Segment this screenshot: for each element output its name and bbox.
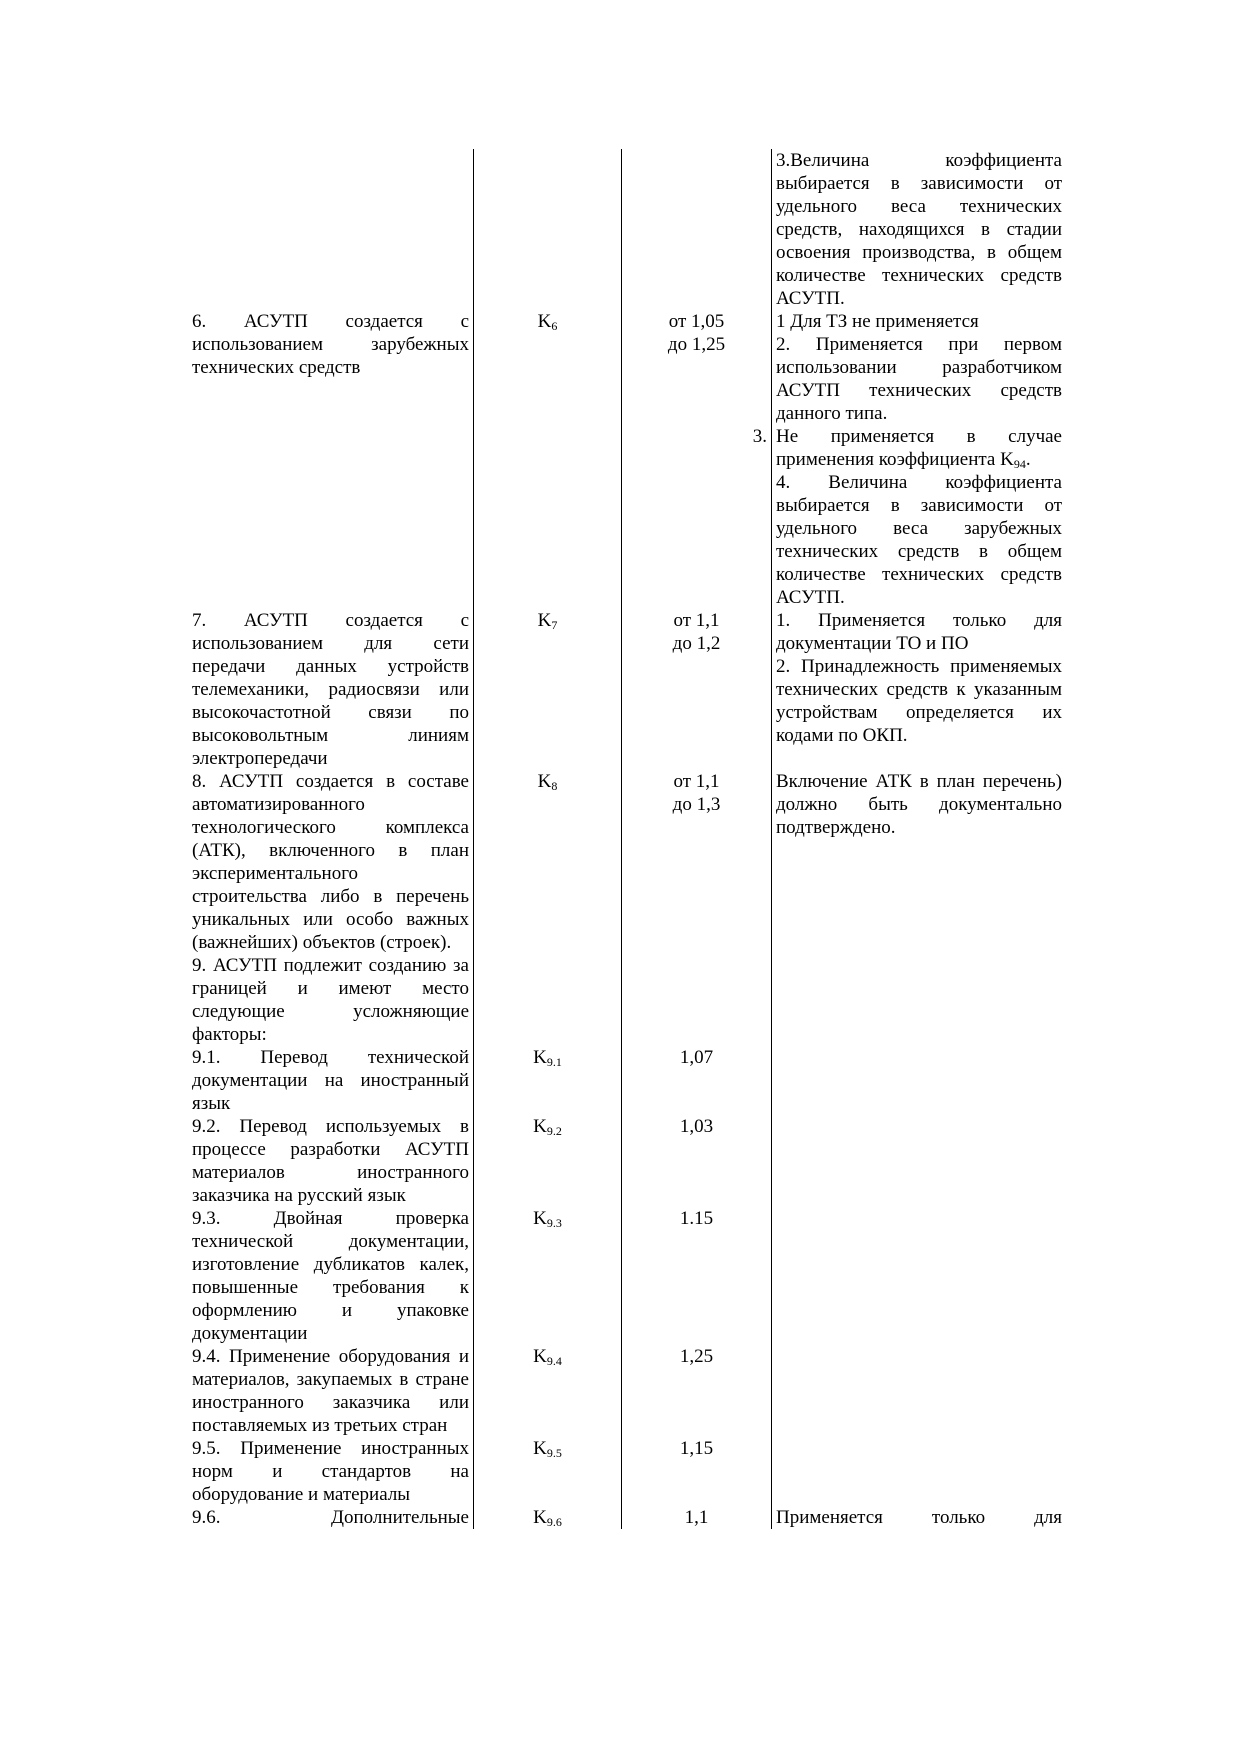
value-from: от 1,1 (673, 771, 720, 792)
cell-coefficient (474, 770, 622, 954)
table-row (188, 1437, 1066, 1506)
coefficient-subscript: 7 (551, 618, 558, 632)
value-text: 1,25 (679, 1346, 714, 1367)
cell-value (622, 1115, 772, 1207)
value-text: 1,15 (679, 1438, 714, 1459)
condition-text: 9.2. Перевод используемых в процессе разработки АСУТП материалов иностранного заказчика на русский язык (192, 1116, 469, 1206)
cell-coefficient (474, 954, 622, 1046)
coefficient-subscript: 9.1 (546, 1055, 562, 1069)
coefficient-symbol: K (533, 1507, 547, 1528)
cell-value (622, 1207, 772, 1345)
cell-condition (188, 1437, 474, 1506)
coefficient-symbol: K (537, 771, 552, 792)
cell-coefficient (474, 1506, 622, 1529)
value-text: 1,1 (684, 1507, 709, 1528)
cell-note (772, 1345, 1067, 1437)
value-text: 1.15 (679, 1208, 714, 1229)
cell-condition (188, 609, 474, 770)
cell-condition (188, 954, 474, 1046)
value-from: от 1,05 (668, 311, 725, 332)
note-number: 3. (752, 426, 767, 447)
cell-value (622, 149, 772, 310)
note-item-2: 2. Применяется при первом использовании разработчиком АСУТП технических средств данного типа. (776, 334, 1062, 424)
coefficient-table (188, 149, 1066, 1529)
condition-text: 9.5. Применение иностранных норм и стандартов на оборудование и материалы (192, 1438, 469, 1505)
note-item-1: 1. Применяется только для документации ТО и ПО (776, 610, 1062, 654)
cell-note (772, 1046, 1067, 1115)
coefficient-symbol: K (533, 1047, 547, 1068)
value-text: 1,03 (679, 1116, 714, 1137)
coefficient-symbol: K (533, 1438, 547, 1459)
cell-condition (188, 1207, 474, 1345)
table-row (188, 1506, 1066, 1529)
coefficient-symbol: K (533, 1346, 547, 1367)
cell-coefficient (474, 1437, 622, 1506)
cell-coefficient (474, 609, 622, 770)
note-text: Включение АТК в план перечень) должно быть документально подтверждено. (776, 771, 1062, 838)
note-item-1: 1 Для ТЗ не применяется (776, 311, 979, 332)
condition-text: 9.1. Перевод технической документации на иностранный язык (192, 1047, 469, 1114)
coefficient-subscript: 9.4 (546, 1354, 562, 1368)
cell-note (772, 1506, 1067, 1529)
table-row (188, 149, 1066, 310)
note-item-4: 4. Величина коэффициента выбирается в зависимости от удельного веса зарубежных технических средств в общем количестве технических средств АСУТП. (776, 472, 1062, 608)
table-row (188, 609, 1066, 770)
cell-value (622, 1345, 772, 1437)
coefficient-subscript: 9.3 (546, 1216, 562, 1230)
condition-text: 9.6. Дополнительные (192, 1507, 469, 1528)
cell-condition (188, 770, 474, 954)
note-item-3-text: Не применяется в случае применения коэффициента K (776, 426, 1062, 470)
table-row (188, 310, 1066, 609)
note-item-3-end: . (1025, 449, 1031, 470)
condition-text: 9.4. Применение оборудования и материалов, закупаемых в стране иностранного заказчика или поставляемых из третьих стран (192, 1346, 469, 1436)
cell-value (622, 770, 772, 954)
table-row (188, 954, 1066, 1046)
cell-value (622, 1046, 772, 1115)
table-row (188, 1345, 1066, 1437)
condition-text: 9. АСУТП подлежит созданию за границей и имеют место следующие усложняющие факторы: (192, 955, 469, 1045)
cell-condition (188, 149, 474, 310)
value-to: до 1,2 (672, 633, 721, 654)
cell-note (772, 770, 1067, 954)
cell-condition (188, 1506, 474, 1529)
value-to: до 1,3 (672, 794, 721, 815)
coefficient-subscript: 9.5 (546, 1446, 562, 1460)
cell-coefficient (474, 149, 622, 310)
condition-text: 8. АСУТП создается в составе автоматизированного технологического комплекса (АТК), включенного в план экспериментального строительства либо в перечень уникальных или особо важных (важнейших) объектов (строек). (192, 771, 469, 953)
note-item-3-subscript: 94 (1013, 457, 1026, 471)
cell-value (622, 954, 772, 1046)
note-item-2: 2. Принадлежность применяемых технических средств к указанным устройствам определяется их кодами по ОКП. (776, 656, 1062, 746)
cell-condition (188, 1115, 474, 1207)
cell-coefficient (474, 310, 622, 609)
note-text: 3.Величина коэффициента выбирается в зависимости от удельного веса технических средств, находящихся в стадии освоения производства, в общем количестве технических средств АСУТП. (776, 150, 1062, 309)
cell-note (772, 1437, 1067, 1506)
cell-note (772, 149, 1067, 310)
value-text: 1,07 (679, 1047, 714, 1068)
value-from: от 1,1 (673, 610, 720, 631)
coefficient-symbol: K (533, 1116, 547, 1137)
cell-coefficient (474, 1115, 622, 1207)
coefficient-symbol: K (533, 1208, 547, 1229)
coefficient-subscript: 9.2 (546, 1124, 562, 1138)
coefficient-subscript: 8 (551, 779, 558, 793)
cell-value (622, 609, 772, 770)
note-item-3 (776, 425, 1062, 471)
cell-value (622, 1506, 772, 1529)
cell-condition (188, 310, 474, 609)
cell-note (772, 310, 1067, 609)
coefficient-symbol: K (537, 311, 552, 332)
coefficient-symbol: K (537, 610, 552, 631)
cell-value (622, 1437, 772, 1506)
condition-text: 6. АСУТП создается с использованием зарубежных технических средств (192, 311, 469, 378)
table-row (188, 770, 1066, 954)
cell-coefficient (474, 1207, 622, 1345)
cell-value (622, 310, 772, 609)
table-row (188, 1046, 1066, 1115)
cell-note (772, 609, 1067, 770)
cell-coefficient (474, 1345, 622, 1437)
cell-coefficient (474, 1046, 622, 1115)
cell-condition (188, 1345, 474, 1437)
coefficient-subscript: 6 (551, 319, 558, 333)
cell-note (772, 1115, 1067, 1207)
cell-note (772, 1207, 1067, 1345)
cell-note (772, 954, 1067, 1046)
note-text: Применяется только для (776, 1507, 1062, 1528)
coefficient-subscript: 9.6 (546, 1515, 562, 1529)
table-row (188, 1115, 1066, 1207)
condition-text: 9.3. Двойная проверка технической документации, изготовление дубликатов калек, повышенные требования к оформлению и упаковке документации (192, 1208, 469, 1344)
cell-condition (188, 1046, 474, 1115)
table-row (188, 1207, 1066, 1345)
condition-text: 7. АСУТП создается с использованием для сети передачи данных устройств телемеханики, радиосвязи или высокочастотной связи по высоковольтным линиям электропередачи (192, 610, 469, 769)
value-to: до 1,25 (667, 334, 726, 355)
